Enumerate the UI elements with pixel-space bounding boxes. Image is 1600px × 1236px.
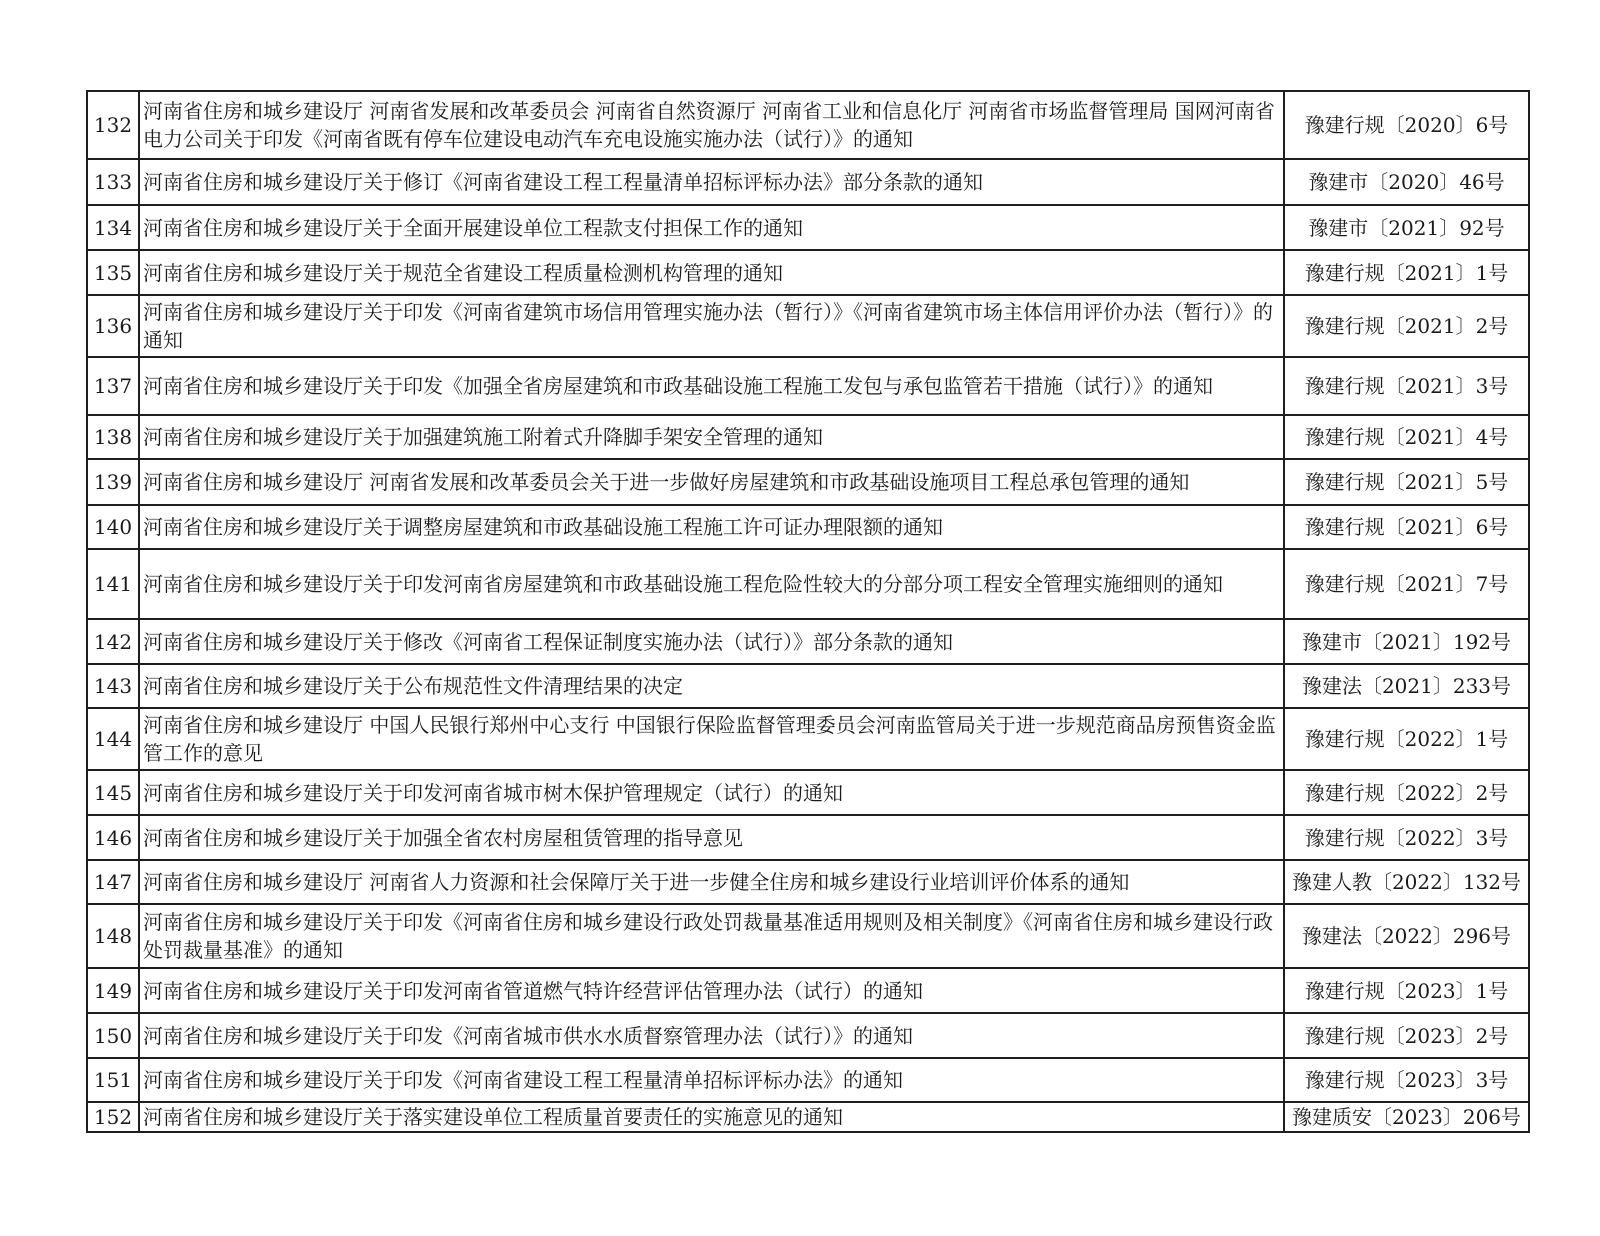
table-row [87, 415, 1529, 459]
row-number: 142 [87, 619, 139, 664]
row-number: 144 [87, 708, 139, 770]
document-title: 河南省住房和城乡建设厅关于落实建设单位工程质量首要责任的实施意见的通知 [139, 1102, 1284, 1132]
table-row [87, 159, 1529, 205]
row-number: 138 [87, 415, 139, 459]
table-row [87, 664, 1529, 708]
document-title: 河南省住房和城乡建设厅关于印发河南省房屋建筑和市政基础设施工程危险性较大的分部分项工程安全管理实施细则的通知 [139, 549, 1284, 619]
row-number: 136 [87, 295, 139, 357]
row-number: 147 [87, 860, 139, 904]
row-number: 145 [87, 770, 139, 815]
document-title: 河南省住房和城乡建设厅关于印发《加强全省房屋建筑和市政基础设施工程施工发包与承包监管若干措施（试行）》的通知 [139, 357, 1284, 415]
document-title: 河南省住房和城乡建设厅 中国人民银行郑州中心支行 中国银行保险监督管理委员会河南监管局关于进一步规范商品房预售资金监管工作的意见 [139, 708, 1284, 770]
table-row [87, 619, 1529, 664]
row-number: 149 [87, 968, 139, 1013]
document-number: 豫建行规〔2022〕1号 [1284, 708, 1529, 770]
row-number: 139 [87, 459, 139, 505]
document-number: 豫建行规〔2021〕2号 [1284, 295, 1529, 357]
document-title: 河南省住房和城乡建设厅关于印发河南省管道燃气特许经营评估管理办法（试行）的通知 [139, 968, 1284, 1013]
row-number: 137 [87, 357, 139, 415]
table-row [87, 708, 1529, 770]
table-row [87, 1013, 1529, 1058]
document-title: 河南省住房和城乡建设厅关于印发《河南省住房和城乡建设行政处罚裁量基准适用规则及相关制度》《河南省住房和城乡建设行政处罚裁量基准》的通知 [139, 904, 1284, 968]
document-title-text: 河南省住房和城乡建设厅 河南省发展和改革委员会关于进一步做好房屋建筑和市政基础设施项目工程总承包管理的通知 [143, 470, 1190, 494]
document-title: 河南省住房和城乡建设厅 河南省发展和改革委员会 河南省自然资源厅 河南省工业和信息化厅 河南省市场监督管理局 国网河南省电力公司关于印发《河南省既有停车位建设电动汽车充电设施实施办法（试行）》的通知 [139, 91, 1284, 159]
document-title: 河南省住房和城乡建设厅关于修订《河南省建设工程工程量清单招标评标办法》部分条款的通知 [139, 159, 1284, 205]
document-number: 豫建行规〔2021〕3号 [1284, 357, 1529, 415]
row-number: 143 [87, 664, 139, 708]
document-number: 豫建行规〔2023〕3号 [1284, 1058, 1529, 1102]
row-number: 140 [87, 505, 139, 549]
regulation-table [86, 90, 1530, 1133]
document-title: 河南省住房和城乡建设厅 河南省人力资源和社会保障厅关于进一步健全住房和城乡建设行业培训评价体系的通知 [139, 860, 1284, 904]
table-row [87, 91, 1529, 159]
document-number: 豫建行规〔2021〕6号 [1284, 505, 1529, 549]
document-number: 豫建行规〔2022〕2号 [1284, 770, 1529, 815]
document-title: 河南省住房和城乡建设厅关于修改《河南省工程保证制度实施办法（试行）》部分条款的通知 [139, 619, 1284, 664]
document-number: 豫建行规〔2021〕7号 [1284, 549, 1529, 619]
document-number: 豫建行规〔2020〕6号 [1284, 91, 1529, 159]
document-number: 豫建法〔2022〕296号 [1284, 904, 1529, 968]
row-number: 151 [87, 1058, 139, 1102]
document-number: 豫建人教〔2022〕132号 [1284, 860, 1529, 904]
document-title: 河南省住房和城乡建设厅关于调整房屋建筑和市政基础设施工程施工许可证办理限额的通知 [139, 505, 1284, 549]
table-row [87, 505, 1529, 549]
row-number: 134 [87, 205, 139, 250]
document-number: 豫建市〔2021〕192号 [1284, 619, 1529, 664]
row-number: 135 [87, 250, 139, 295]
table-row [87, 1058, 1529, 1102]
document-title: 河南省住房和城乡建设厅关于加强建筑施工附着式升降脚手架安全管理的通知 [139, 415, 1284, 459]
row-number: 146 [87, 815, 139, 860]
row-number: 141 [87, 549, 139, 619]
document-number: 豫建行规〔2021〕1号 [1284, 250, 1529, 295]
row-number: 133 [87, 159, 139, 205]
document-title: 河南省住房和城乡建设厅关于印发《河南省建设工程工程量清单招标评标办法》的通知 [139, 1058, 1284, 1102]
table-row [87, 357, 1529, 415]
table-row [87, 250, 1529, 295]
document-title: 河南省住房和城乡建设厅关于公布规范性文件清理结果的决定 [139, 664, 1284, 708]
document-number: 豫建行规〔2023〕2号 [1284, 1013, 1529, 1058]
table-row [87, 205, 1529, 250]
row-number: 150 [87, 1013, 139, 1058]
document-number: 豫建市〔2020〕46号 [1284, 159, 1529, 205]
document-title: 河南省住房和城乡建设厅关于加强全省农村房屋租赁管理的指导意见 [139, 815, 1284, 860]
row-number: 132 [87, 91, 139, 159]
table-row [87, 1102, 1529, 1132]
document-number: 豫建法〔2021〕233号 [1284, 664, 1529, 708]
row-number: 152 [87, 1102, 139, 1132]
document-number: 豫建行规〔2023〕1号 [1284, 968, 1529, 1013]
table-row [87, 549, 1529, 619]
document-number: 豫建行规〔2021〕5号 [1284, 459, 1529, 505]
table-row [87, 968, 1529, 1013]
table-row [87, 459, 1529, 505]
table-row [87, 904, 1529, 968]
document-title: 河南省住房和城乡建设厅关于印发《河南省城市供水水质督察管理办法（试行）》的通知 [139, 1013, 1284, 1058]
document-title: 河南省住房和城乡建设厅关于印发《河南省建筑市场信用管理实施办法（暂行）》《河南省建筑市场主体信用评价办法（暂行）》的通知 [139, 295, 1284, 357]
document-title: 河南省住房和城乡建设厅关于印发河南省城市树木保护管理规定（试行）的通知 [139, 770, 1284, 815]
document-number: 豫建行规〔2022〕3号 [1284, 815, 1529, 860]
table-row [87, 815, 1529, 860]
document-number: 豫建质安〔2023〕206号 [1284, 1102, 1529, 1132]
document-title [139, 459, 1284, 505]
table-row [87, 860, 1529, 904]
row-number: 148 [87, 904, 139, 968]
document-title: 河南省住房和城乡建设厅关于规范全省建设工程质量检测机构管理的通知 [139, 250, 1284, 295]
document-title: 河南省住房和城乡建设厅关于全面开展建设单位工程款支付担保工作的通知 [139, 205, 1284, 250]
table-row [87, 295, 1529, 357]
table-row [87, 770, 1529, 815]
document-number: 豫建市〔2021〕92号 [1284, 205, 1529, 250]
document-number: 豫建行规〔2021〕4号 [1284, 415, 1529, 459]
